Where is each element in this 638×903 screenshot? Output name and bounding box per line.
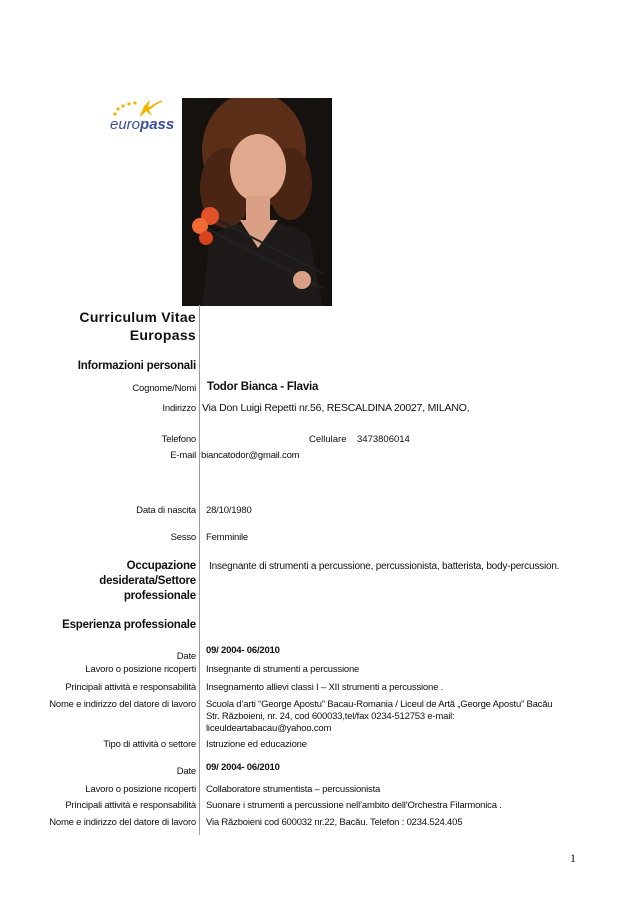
job1-date-value: 09/ 2004- 06/2010 — [206, 645, 280, 656]
email-value[interactable]: biancatodor@gmail.com — [201, 450, 300, 461]
job1-role-value: Insegnante di strumenti a percussione — [206, 664, 360, 675]
personal-info-heading: Informazioni personali — [77, 360, 196, 372]
job2-date-label: Date — [176, 766, 196, 777]
occupation-value: Insegnante di strumenti a percussione, percussionista, batterista, body-percussion. — [209, 561, 560, 572]
europass-logo — [104, 96, 184, 136]
job1-activity-label: Principali attività e responsabilità — [65, 682, 196, 693]
job2-role-value: Collaboratore strumentista – percussionista — [206, 784, 381, 795]
phone-label: Telefono — [161, 434, 196, 445]
job2-activity-value: Suonare i strumenti a percussione nell’ambito dell’Orchestra Filarmonica . — [206, 800, 502, 811]
experience-heading: Esperienza professionale — [62, 619, 196, 631]
job2-employer-line1: Via Războieni cod 600032 nr.22, Bacău. Telefon : 0234.524.405 — [206, 817, 463, 828]
name-label: Cognome/Nomi — [132, 383, 196, 394]
job2-activity-label: Principali attività e responsabilità — [65, 800, 196, 811]
sex-label: Sesso — [170, 532, 196, 543]
job1-sector-label: Tipo di attività o settore — [103, 739, 196, 750]
profile-photo — [182, 98, 332, 306]
email-label: E-mail — [170, 450, 196, 461]
job1-employer-line1: Scuola d’arti “George Apostu” Bacau-Romania / Liceul de Artă „George Apostu” Bacău — [206, 699, 553, 710]
job1-role-label: Lavoro o posizione ricoperti — [85, 664, 196, 675]
page-number: 1 — [570, 851, 576, 865]
job1-employer-label: Nome e indirizzo del datore di lavoro — [49, 699, 196, 710]
address-label: Indirizzo — [162, 403, 196, 414]
name-value: Todor Bianca - Flavia — [207, 381, 319, 393]
occupation-label-line1: Occupazione — [126, 560, 196, 572]
logo-text-euro: euro — [110, 116, 141, 133]
job1-employer-line2: Str. Războieni, nr. 24, cod 600033,tel/fax 0234-512753 e-mail: — [206, 711, 455, 722]
occupation-label-line2: desiderata/Settore — [99, 575, 196, 587]
job2-role-label: Lavoro o posizione ricoperti — [85, 784, 196, 795]
birth-date-value: 28/10/1980 — [206, 505, 252, 516]
job2-employer-label: Nome e indirizzo del datore di lavoro — [49, 817, 196, 828]
birth-date-label: Data di nascita — [136, 505, 196, 516]
job1-activity-value: Insegnamento allievi classi I – XII strumenti a percussione . — [206, 682, 444, 693]
job1-sector-value: Istruzione ed educazione — [206, 739, 307, 750]
mobile-value: 3473806014 — [357, 434, 410, 445]
mobile-label: Cellulare — [309, 434, 347, 445]
cv-title-line1: Curriculum Vitae — [79, 309, 196, 325]
column-divider — [199, 305, 200, 835]
address-value: Via Don Luigi Repetti nr.56, RESCALDINA 20027, MILANO, — [202, 402, 470, 414]
job2-date-value: 09/ 2004- 06/2010 — [206, 762, 280, 773]
logo-text-pass: pass — [140, 116, 175, 133]
sex-value: Femminile — [206, 532, 249, 543]
occupation-label-line3: professionale — [123, 590, 196, 602]
job1-employer-line3[interactable]: liceuldeartabacau@yahoo.com — [206, 723, 332, 734]
job1-date-label: Date — [176, 651, 196, 662]
cv-title-line2: Europass — [129, 327, 196, 343]
